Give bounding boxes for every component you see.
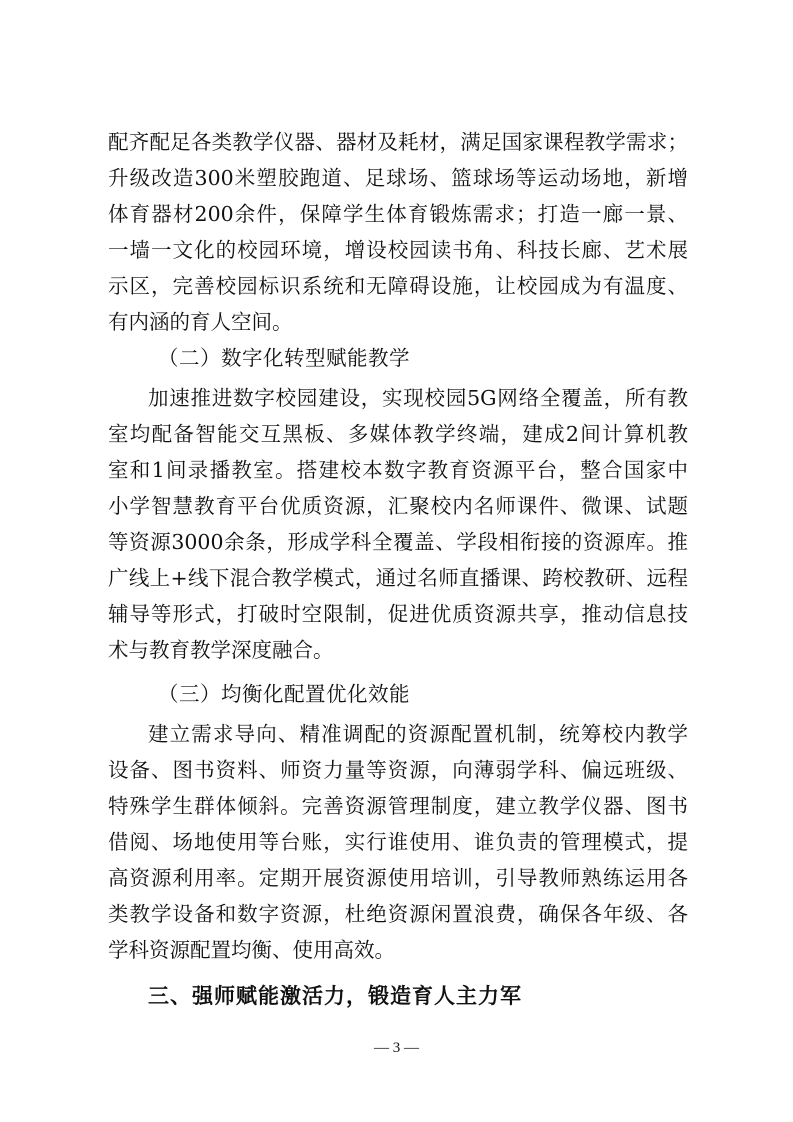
paragraph-line: 体育器材200余件，保障学生体育锻炼需求；打造一廊一景、 <box>108 202 688 226</box>
major-heading: 三、强师赋能激活力，锻造育人主力军 <box>148 984 522 1008</box>
paragraph-line: 设备、图书资料、师资力量等资源，向薄弱学科、偏远班级、 <box>108 758 688 782</box>
paragraph-line: 广线上+线下混合教学模式，通过名师直播课、跨校教研、远程 <box>108 566 688 590</box>
paragraph-line: 室和1间录播教室。搭建校本数字教育资源平台，整合国家中 <box>108 458 688 482</box>
paragraph-line: 高资源利用率。定期开展资源使用培训，引导教师熟练运用各 <box>108 866 688 890</box>
paragraph-line: 类教学设备和数字资源，杜绝资源闲置浪费，确保各年级、各 <box>108 902 688 926</box>
paragraph-line: 小学智慧教育平台优质资源，汇聚校内名师课件、微课、试题 <box>108 494 688 518</box>
page-number: — 3 — <box>374 1040 419 1056</box>
paragraph-line: 有内涵的育人空间。 <box>108 310 293 334</box>
paragraph-line: 术与教育教学深度融合。 <box>108 638 334 662</box>
section-heading: （二）数字化转型赋能教学 <box>158 346 410 370</box>
paragraph-line: 等资源3000余条，形成学科全覆盖、学段相衔接的资源库。推 <box>108 530 688 554</box>
section-heading: （三）均衡化配置优化效能 <box>158 682 410 706</box>
paragraph-line: 示区，完善校园标识系统和无障碍设施，让校园成为有温度、 <box>108 274 688 298</box>
paragraph-line: 学科资源配置均衡、使用高效。 <box>108 938 395 962</box>
paragraph-line: 升级改造300米塑胶跑道、足球场、篮球场等运动场地，新增 <box>108 166 688 190</box>
paragraph-line: 加速推进数字校园建设，实现校园5G网络全覆盖，所有教 <box>148 386 688 410</box>
paragraph-line: 建立需求导向、精准调配的资源配置机制，统筹校内教学 <box>148 722 688 746</box>
paragraph-line: 配齐配足各类教学仪器、器材及耗材，满足国家课程教学需求； <box>108 130 688 154</box>
paragraph-line: 室均配备智能交互黑板、多媒体教学终端，建成2间计算机教 <box>108 422 688 446</box>
paragraph-line: 辅导等形式，打破时空限制，促进优质资源共享，推动信息技 <box>108 602 688 626</box>
paragraph-line: 特殊学生群体倾斜。完善资源管理制度，建立教学仪器、图书 <box>108 794 688 818</box>
paragraph-line: 一墙一文化的校园环境，增设校园读书角、科技长廊、艺术展 <box>108 238 688 262</box>
paragraph-line: 借阅、场地使用等台账，实行谁使用、谁负责的管理模式，提 <box>108 830 688 854</box>
